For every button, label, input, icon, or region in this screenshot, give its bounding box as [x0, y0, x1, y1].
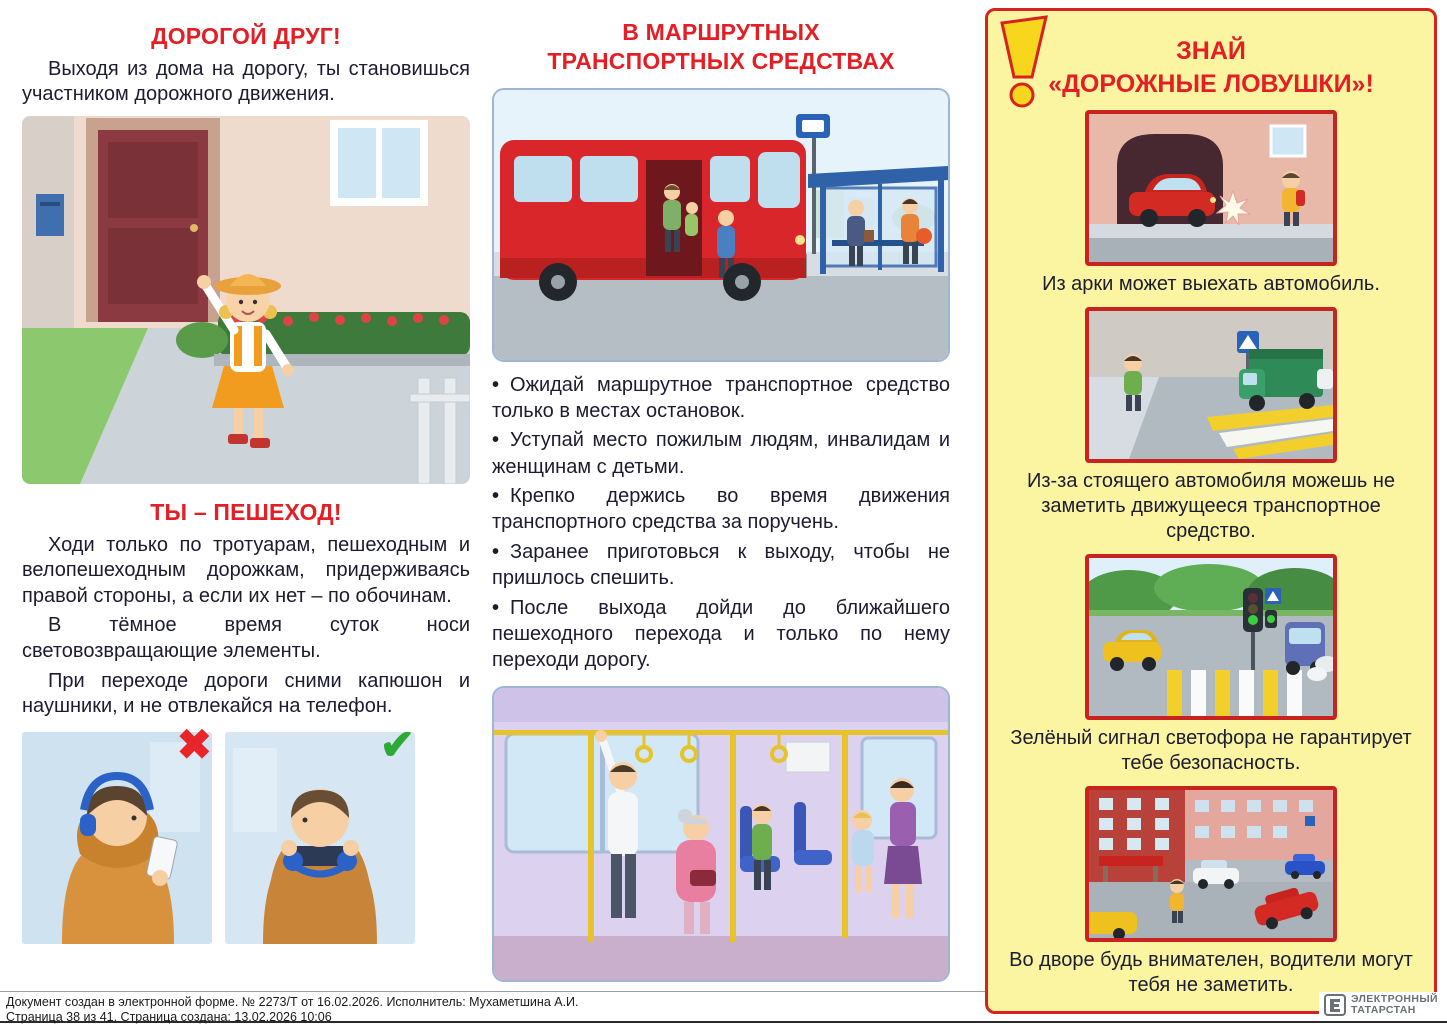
heading-you-pedestrian: ТЫ – ПЕШЕХОД! [150, 498, 342, 525]
trap-caption-4: Во дворе будь внимателен, водители могут тебя не заметить. [1009, 949, 1413, 996]
rule-item: • Уступай место пожилым людям, инвалидам и женщинам с детьми. [492, 427, 950, 480]
left-column [22, 22, 470, 944]
exclamation-badge-icon [992, 15, 1054, 113]
truck-crosswalk-scene-icon [1089, 311, 1333, 459]
footer-divider [0, 991, 985, 992]
bus-interior-scene-icon [494, 688, 948, 980]
do-dont-photos [22, 720, 470, 944]
trap-illustration-traffic-light [1085, 554, 1337, 720]
logo-text [1351, 994, 1438, 1017]
footer-text [6, 995, 579, 1024]
illustration-girl-leaving-house [22, 116, 470, 484]
rule-item: • Заранее приготовься к выходу, чтобы не пришлось спешить. [492, 539, 950, 592]
transport-rules-list [492, 372, 950, 674]
illustration-bus-interior [492, 686, 950, 982]
trap-caption-2: Из-за стоящего автомобиля можешь не заметить движущееся транспортное средство. [1026, 470, 1396, 542]
intro-paragraph: Выходя из дома на дорогу, ты становишься участником дорожного движения. [22, 57, 470, 106]
trap-illustration-arch-car [1085, 110, 1337, 266]
heading-transport-line1: В МАРШРУТНЫХ [622, 19, 820, 45]
traffic-light-scene-icon [1089, 558, 1333, 716]
check-icon: ✔ [379, 720, 415, 768]
road-traps-panel [985, 8, 1437, 1017]
trap-illustration-courtyard [1085, 786, 1337, 942]
middle-column [492, 18, 950, 982]
trap-caption-1: Из арки может выехать автомобиль. [1042, 273, 1380, 295]
heading-transport-line2: ТРАНСПОРТНЫХ СРЕДСТВАХ [547, 47, 895, 74]
logo-line-1: ЭЛЕКТРОННЫЙ [1351, 993, 1438, 1005]
trap-illustration-truck-crosswalk [1085, 307, 1337, 463]
logo-line-2: ТАТАРСТАН [1351, 1004, 1416, 1017]
rule-item: • После выхода дойди до ближайшего пешеходного перехода и только по нему переходи дорогу. [492, 595, 950, 674]
heading-dear-friend: ДОРОГОЙ ДРУГ! [151, 23, 341, 49]
bus-stop-scene-icon [494, 90, 948, 360]
trap-caption-3: Зелёный сигнал светофора не гарантирует тебе безопасность. [1010, 727, 1412, 774]
rule-item: • Ожидай маршрутное транспортное средство только в местах остановок. [492, 372, 950, 425]
photo-child-phone-headphones [22, 720, 212, 944]
pedestrian-paragraph-3: При переходе дороги сними капюшон и наушники, и не отвлекайся на телефон. [22, 669, 470, 718]
illustration-bus-at-stop [492, 88, 950, 362]
tatarstan-logo [1319, 992, 1443, 1019]
cross-icon: ✖ [176, 720, 212, 768]
tatarstan-logo-icon [1324, 994, 1346, 1016]
panel-title-line2: «ДОРОЖНЫЕ ЛОВУШКИ»! [1048, 69, 1374, 98]
pedestrian-paragraph-2: В тёмное время суток носи световозвращающие элементы. [22, 614, 470, 663]
courtyard-scene-icon [1089, 790, 1333, 938]
footer-line-1: Документ создан в электронной форме. № 2273/Т от 16.02.2026. Исполнитель: Мухаметшина А.И. [6, 995, 579, 1009]
photo-child-removing-headphones [225, 720, 415, 944]
footer-line-2: Страница 38 из 41. Страница создана: 13.02.2026 10:06 [6, 1010, 332, 1024]
panel-title-line1: ЗНАЙ [1176, 37, 1246, 65]
arch-car-scene-icon [1089, 114, 1333, 262]
pedestrian-paragraph-1: Ходи только по тротуарам, пешеходным и велопешеходным дорожкам, придерживаясь правой стороны, а если их нет – по обочинам. [22, 533, 470, 607]
girl-house-scene-icon [22, 116, 470, 484]
rule-item: • Крепко держись во время движения транспортного средства за поручень. [492, 483, 950, 536]
